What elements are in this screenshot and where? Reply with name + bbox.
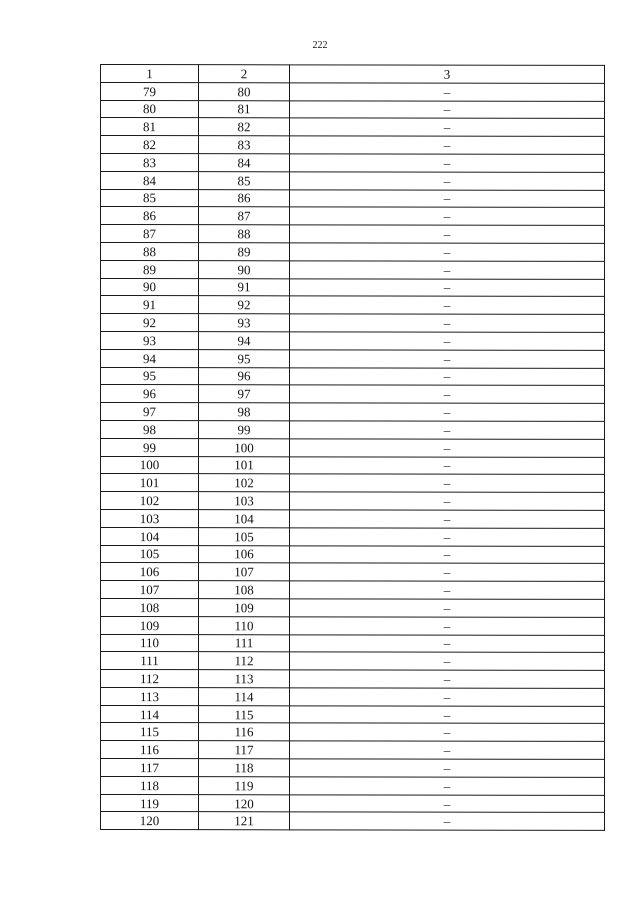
table-cell-col1: 106 xyxy=(101,563,199,581)
table-cell-col1: 110 xyxy=(101,634,199,652)
table-cell-col2: 96 xyxy=(199,367,290,385)
table-cell-col2: 99 xyxy=(199,421,290,439)
table-cell-col3: – xyxy=(290,456,605,474)
table-cell-col2: 115 xyxy=(199,705,290,723)
table-cell-col3: – xyxy=(290,563,605,581)
table-cell-col1: 86 xyxy=(101,207,199,225)
table-row xyxy=(101,136,605,155)
table-cell-col3: – xyxy=(290,261,605,279)
table-cell-col3: – xyxy=(290,652,605,670)
table-cell-col1: 81 xyxy=(101,118,199,136)
table-cell-col2: 116 xyxy=(199,723,290,741)
header-cell-3: 3 xyxy=(290,65,605,83)
table-cell-col3: – xyxy=(290,189,605,207)
table-cell-col3: – xyxy=(290,688,605,706)
table-cell-col2: 120 xyxy=(199,794,290,812)
table-cell-col1: 109 xyxy=(101,616,199,634)
table-cell-col3: – xyxy=(290,296,605,314)
table-cell-col2: 89 xyxy=(199,243,290,261)
table-row xyxy=(101,456,605,475)
table-cell-col1: 120 xyxy=(101,812,199,830)
table-cell-col2: 110 xyxy=(199,616,290,634)
table-row xyxy=(101,331,605,350)
header-cell-1: 1 xyxy=(101,65,199,83)
table-cell-col1: 98 xyxy=(101,420,199,438)
table-cell-col1: 82 xyxy=(101,136,199,154)
table-row xyxy=(101,242,605,261)
table-cell-col1: 113 xyxy=(101,687,199,705)
table-row xyxy=(101,171,605,190)
table-cell-col1: 89 xyxy=(101,260,199,278)
table-cell-col3: – xyxy=(290,100,605,118)
table-cell-col3: – xyxy=(290,706,605,724)
table-row xyxy=(101,207,605,226)
table-cell-col1: 88 xyxy=(101,242,199,260)
table-cell-col1: 95 xyxy=(101,367,199,385)
table-cell-col2: 118 xyxy=(199,759,290,777)
table-cell-col3: – xyxy=(290,83,605,101)
table-row xyxy=(101,509,605,528)
table-row xyxy=(101,314,605,333)
table-cell-col1: 119 xyxy=(101,794,199,812)
table-cell-col3: – xyxy=(290,136,605,154)
table-cell-col3: – xyxy=(290,759,605,777)
table-cell-col2: 94 xyxy=(199,332,290,350)
table-cell-col2: 111 xyxy=(199,634,290,652)
table-cell-col2: 95 xyxy=(199,349,290,367)
table-cell-col1: 96 xyxy=(101,385,199,403)
table-cell-col1: 87 xyxy=(101,225,199,243)
page-number: 222 xyxy=(312,40,328,51)
table-cell-col1: 111 xyxy=(101,652,199,670)
table-cell-col2: 100 xyxy=(199,438,290,456)
table-row xyxy=(101,100,605,119)
table-cell-col2: 114 xyxy=(199,688,290,706)
table-cell-col1: 85 xyxy=(101,189,199,207)
table-row xyxy=(101,545,605,564)
table-row xyxy=(101,118,605,137)
table-cell-col2: 103 xyxy=(199,492,290,510)
table-cell-col2: 119 xyxy=(199,777,290,795)
table-cell-col3: – xyxy=(290,439,605,457)
table-cell-col2: 85 xyxy=(199,171,290,189)
table-cell-col1: 117 xyxy=(101,759,199,777)
table-cell-col3: – xyxy=(290,243,605,261)
data-table xyxy=(100,64,605,831)
table-row xyxy=(101,776,605,795)
table-row xyxy=(101,652,605,671)
table-cell-col2: 82 xyxy=(199,118,290,136)
table-cell-col1: 114 xyxy=(101,705,199,723)
table-cell-col1: 104 xyxy=(101,527,199,545)
table-cell-col1: 94 xyxy=(101,349,199,367)
table-row xyxy=(101,260,605,279)
table-cell-col3: – xyxy=(290,350,605,368)
table-cell-col1: 112 xyxy=(101,670,199,688)
table-cell-col2: 90 xyxy=(199,260,290,278)
table-cell-col2: 105 xyxy=(199,527,290,545)
table-cell-col3: – xyxy=(290,154,605,172)
table-row xyxy=(101,527,605,546)
table-row xyxy=(101,385,605,404)
table-cell-col3: – xyxy=(290,225,605,243)
table-cell-col2: 83 xyxy=(199,136,290,154)
table-cell-col3: – xyxy=(290,741,605,759)
table-cell-col3: – xyxy=(290,723,605,741)
table-row xyxy=(101,474,605,493)
table-row xyxy=(101,670,605,689)
table-cell-col3: – xyxy=(290,510,605,528)
table-cell-col3: – xyxy=(290,528,605,546)
table-cell-col3: – xyxy=(290,332,605,350)
table-cell-col2: 91 xyxy=(199,278,290,296)
table-cell-col2: 107 xyxy=(199,563,290,581)
table-cell-col2: 109 xyxy=(199,599,290,617)
table-row xyxy=(101,741,605,760)
table-row xyxy=(101,82,605,101)
table-cell-col2: 84 xyxy=(199,154,290,172)
table-row xyxy=(101,492,605,511)
table-row xyxy=(101,296,605,315)
table-header xyxy=(101,65,605,84)
table-row xyxy=(101,403,605,422)
table-row xyxy=(101,634,605,653)
table-cell-col3: – xyxy=(290,634,605,652)
table-row xyxy=(101,794,605,813)
header-cell-2: 2 xyxy=(199,65,290,83)
table-cell-col2: 117 xyxy=(199,741,290,759)
table-cell-col2: 102 xyxy=(199,474,290,492)
table-cell-col2: 98 xyxy=(199,403,290,421)
table-cell-col3: – xyxy=(290,314,605,332)
table-row xyxy=(101,723,605,742)
table-cell-col1: 107 xyxy=(101,581,199,599)
table-row xyxy=(101,420,605,439)
table-cell-col2: 112 xyxy=(199,652,290,670)
table-cell-col2: 86 xyxy=(199,189,290,207)
table-cell-col1: 91 xyxy=(101,296,199,314)
table-cell-col2: 81 xyxy=(199,100,290,118)
table-cell-col1: 92 xyxy=(101,314,199,332)
table-cell-col3: – xyxy=(290,172,605,190)
table-cell-col3: – xyxy=(290,777,605,795)
table-row xyxy=(101,189,605,208)
table-cell-col2: 104 xyxy=(199,510,290,528)
table-cell-col3: – xyxy=(290,367,605,385)
table-cell-col3: – xyxy=(290,118,605,136)
table-row xyxy=(101,225,605,244)
header-row xyxy=(101,65,605,84)
table-cell-col2: 121 xyxy=(199,812,290,830)
table-cell-col1: 97 xyxy=(101,403,199,421)
table-cell-col3: – xyxy=(290,581,605,599)
table-cell-col2: 113 xyxy=(199,670,290,688)
table-cell-col3: – xyxy=(290,385,605,403)
table-row xyxy=(101,598,605,617)
table-cell-col3: – xyxy=(290,492,605,510)
table-cell-col3: – xyxy=(290,812,605,830)
table-body xyxy=(101,82,605,830)
table-cell-col1: 99 xyxy=(101,438,199,456)
table-row xyxy=(101,812,605,831)
table-cell-col1: 83 xyxy=(101,153,199,171)
table-row xyxy=(101,759,605,778)
table-cell-col2: 87 xyxy=(199,207,290,225)
table-cell-col1: 100 xyxy=(101,456,199,474)
table-cell-col1: 105 xyxy=(101,545,199,563)
table-cell-col3: – xyxy=(290,403,605,421)
table-cell-col1: 118 xyxy=(101,776,199,794)
table-cell-col1: 108 xyxy=(101,598,199,616)
table-cell-col1: 116 xyxy=(101,741,199,759)
table-cell-col3: – xyxy=(290,278,605,296)
table-cell-col3: – xyxy=(290,421,605,439)
table-row xyxy=(101,438,605,457)
table-row xyxy=(101,581,605,600)
table-cell-col2: 92 xyxy=(199,296,290,314)
table-cell-col1: 93 xyxy=(101,331,199,349)
table-cell-col2: 101 xyxy=(199,456,290,474)
table-cell-col3: – xyxy=(290,617,605,635)
table-row xyxy=(101,705,605,724)
table-row xyxy=(101,153,605,172)
table-cell-col3: – xyxy=(290,207,605,225)
table-cell-col2: 108 xyxy=(199,581,290,599)
table-cell-col3: – xyxy=(290,545,605,563)
table-cell-col1: 115 xyxy=(101,723,199,741)
table-cell-col2: 80 xyxy=(199,82,290,100)
table-row xyxy=(101,563,605,582)
table-cell-col2: 97 xyxy=(199,385,290,403)
table-cell-col2: 88 xyxy=(199,225,290,243)
table-cell-col2: 93 xyxy=(199,314,290,332)
table-cell-col1: 80 xyxy=(101,100,199,118)
table-row xyxy=(101,687,605,706)
table-cell-col1: 90 xyxy=(101,278,199,296)
table-cell-col1: 84 xyxy=(101,171,199,189)
table-row xyxy=(101,278,605,297)
table-row xyxy=(101,616,605,635)
table-cell-col1: 102 xyxy=(101,492,199,510)
table-cell-col1: 103 xyxy=(101,509,199,527)
table-cell-col1: 79 xyxy=(101,82,199,100)
table-cell-col3: – xyxy=(290,795,605,813)
table-row xyxy=(101,367,605,386)
table-cell-col3: – xyxy=(290,599,605,617)
table-row xyxy=(101,349,605,368)
table-cell-col2: 106 xyxy=(199,545,290,563)
table-cell-col3: – xyxy=(290,670,605,688)
table-cell-col1: 101 xyxy=(101,474,199,492)
table-cell-col3: – xyxy=(290,474,605,492)
